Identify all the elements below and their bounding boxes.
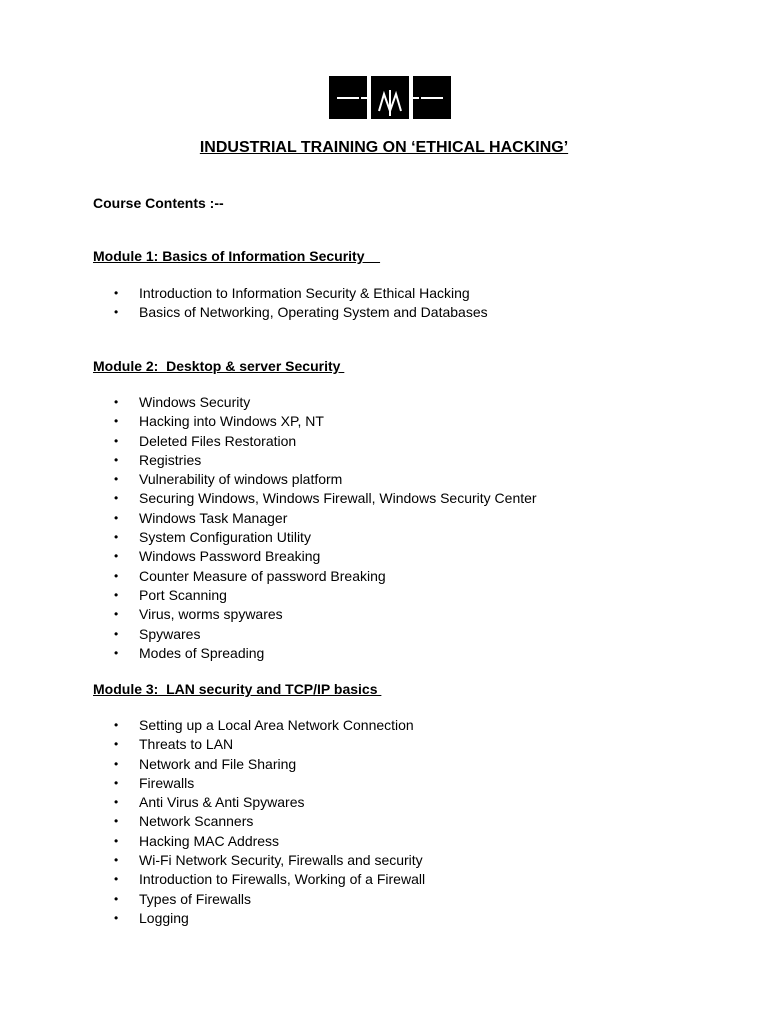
list-item — [0, 832, 425, 851]
list-item-text: Setting up a Local Area Network Connection — [139, 717, 414, 733]
list-item — [0, 716, 425, 735]
list-item — [0, 412, 537, 431]
list-item-text: Introduction to Information Security & Ethical Hacking — [139, 285, 470, 301]
list-item — [0, 393, 537, 412]
list-item — [0, 625, 537, 644]
list-item-text: Basics of Networking, Operating System and Databases — [139, 304, 488, 321]
list-item-text: Registries — [139, 451, 202, 468]
bullet-icon: • — [114, 737, 119, 752]
list-item — [0, 432, 537, 451]
list-item — [0, 909, 425, 928]
bullet-icon: • — [114, 891, 119, 906]
bullet-icon: • — [114, 872, 119, 887]
list-item — [0, 567, 537, 586]
list-item — [0, 851, 425, 870]
list-item-text: Port Scanning — [139, 586, 227, 603]
bullet-icon: • — [114, 395, 119, 409]
cmc-logo-icon — [329, 76, 451, 119]
list-item — [0, 284, 488, 303]
list-item — [0, 774, 425, 793]
bullet-icon: • — [114, 775, 119, 790]
list-item-text: Network Scanners — [139, 813, 254, 830]
module-2-heading: Module 2: Desktop & server Security — [93, 358, 345, 374]
bullet-icon: • — [114, 910, 119, 925]
bullet-icon: • — [114, 414, 119, 429]
list-item — [0, 605, 537, 624]
list-item — [0, 793, 425, 812]
list-item-text: Introduction to Firewalls, Working of a Firewall — [139, 871, 426, 888]
list-item-text: Threats to LAN — [139, 736, 234, 753]
list-item-text: Vulnerability of windows platform — [139, 471, 343, 488]
bullet-icon: • — [114, 286, 119, 300]
list-item-text: Anti Virus & Anti Spywares — [139, 794, 305, 811]
bullet-icon: • — [114, 491, 119, 506]
list-item-text: Firewalls — [139, 774, 195, 791]
module-1-heading: Module 1: Basics of Information Security — [93, 248, 381, 264]
list-item-text: Network and File Sharing — [139, 755, 297, 772]
bullet-icon: • — [114, 587, 119, 602]
list-item-text: Wi-Fi Network Security, Firewalls and security — [139, 852, 423, 869]
list-item-text: Hacking MAC Address — [139, 832, 280, 849]
bullet-icon: • — [114, 853, 119, 868]
list-item-text: Spywares — [139, 625, 201, 642]
list-item — [0, 755, 425, 774]
list-item — [0, 303, 488, 322]
bullet-icon: • — [114, 756, 119, 771]
module-2-list — [0, 393, 537, 663]
module-1-list — [0, 284, 488, 323]
list-item — [0, 509, 537, 528]
list-item — [0, 489, 537, 508]
list-item-text: Windows Password Breaking — [139, 548, 321, 565]
list-item-text: Types of Firewalls — [139, 890, 252, 907]
list-item — [0, 735, 425, 754]
list-item-text: Logging — [139, 909, 189, 926]
bullet-icon: • — [114, 549, 119, 564]
course-contents-label: Course Contents :-- — [93, 195, 224, 211]
bullet-icon: • — [114, 833, 119, 848]
bullet-icon: • — [114, 433, 119, 448]
list-item-text: Virus, worms spywares — [139, 606, 283, 623]
list-item-text: Modes of Spreading — [139, 644, 265, 661]
bullet-icon: • — [114, 305, 119, 320]
list-item — [0, 644, 537, 663]
list-item-text: Securing Windows, Windows Firewall, Windows Security Center — [139, 490, 537, 507]
list-item — [0, 528, 537, 547]
bullet-icon: • — [114, 452, 119, 467]
bullet-icon: • — [114, 607, 119, 622]
document-title: INDUSTRIAL TRAINING ON ‘ETHICAL HACKING’ — [199, 139, 569, 156]
list-item-text: System Configuration Utility — [139, 529, 311, 546]
bullet-icon: • — [114, 795, 119, 810]
bullet-icon: • — [114, 645, 119, 660]
list-item-text: Hacking into Windows XP, NT — [139, 413, 324, 430]
list-item — [0, 870, 425, 889]
bullet-icon: • — [114, 530, 119, 545]
list-item — [0, 890, 425, 909]
bullet-icon: • — [114, 472, 119, 487]
list-item — [0, 586, 537, 605]
list-item — [0, 547, 537, 566]
list-item — [0, 470, 537, 489]
module-3-heading: Module 3: LAN security and TCP/IP basics — [93, 681, 382, 697]
bullet-icon: • — [114, 814, 119, 829]
list-item-text: Windows Security — [139, 394, 251, 410]
bullet-icon: • — [114, 510, 119, 525]
module-3-list — [0, 716, 425, 928]
list-item — [0, 451, 537, 470]
list-item — [0, 812, 425, 831]
bullet-icon: • — [114, 718, 119, 732]
bullet-icon: • — [114, 626, 119, 641]
bullet-icon: • — [114, 568, 119, 583]
list-item-text: Windows Task Manager — [139, 509, 288, 526]
list-item-text: Counter Measure of password Breaking — [139, 567, 386, 584]
list-item-text: Deleted Files Restoration — [139, 432, 297, 449]
